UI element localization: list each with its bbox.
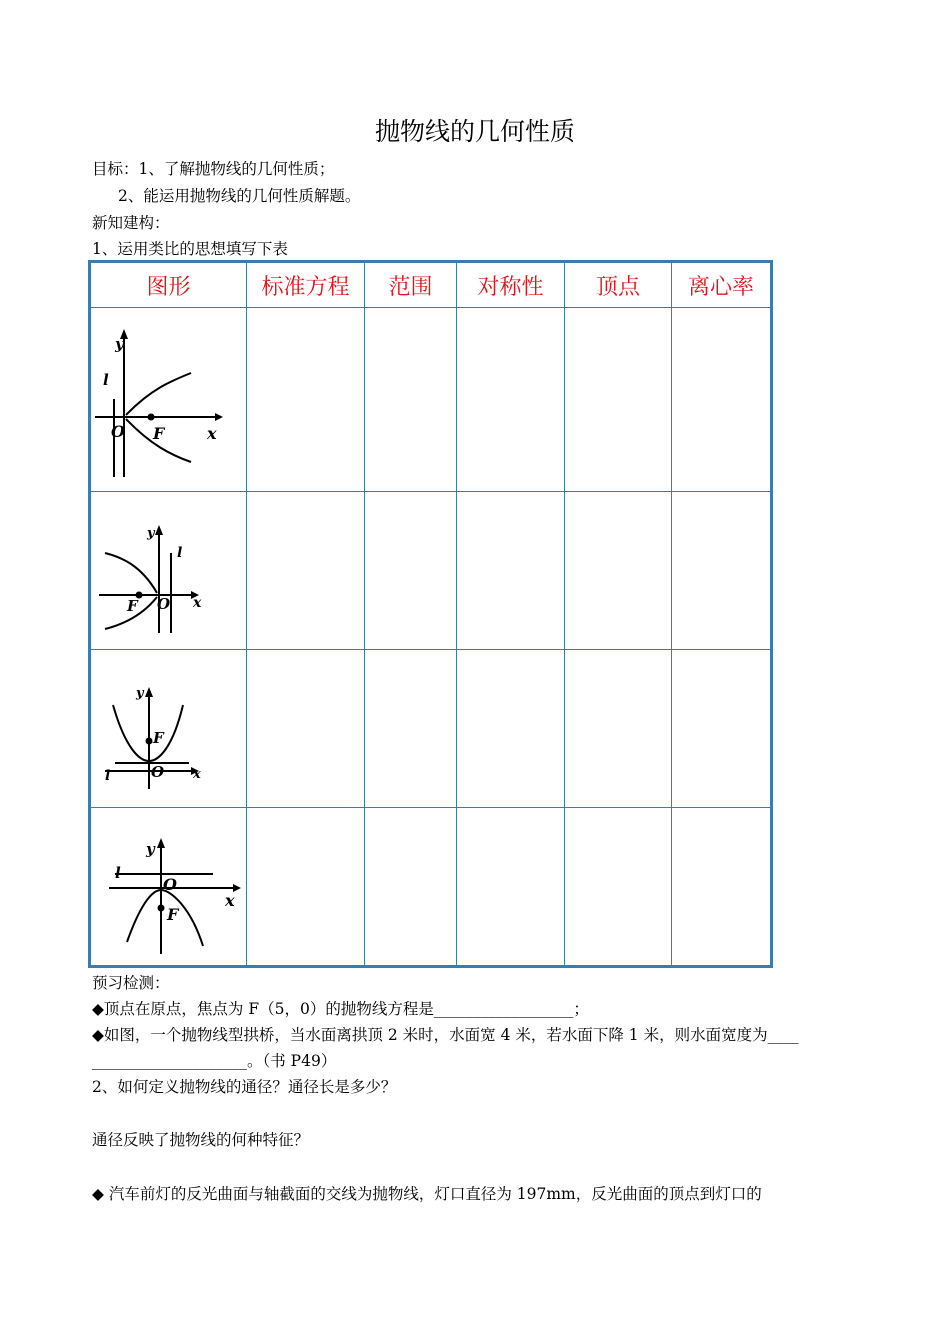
cell-vertex-4[interactable] [565, 808, 672, 967]
cell-symmetry-1[interactable] [457, 308, 565, 492]
directrix-label: l [105, 767, 111, 784]
section-new-knowledge: 新知建构： [92, 214, 170, 232]
preview-question-2-cont: ____________________。（书 P49） [92, 1052, 337, 1070]
table-header-row [90, 262, 772, 308]
axis-y-label: y [147, 525, 155, 541]
cell-vertex-3[interactable] [565, 650, 672, 808]
cell-eccentricity-4[interactable] [672, 808, 772, 967]
focus-label: F [153, 728, 164, 747]
origin-label: O [163, 875, 177, 894]
preview-question-1: ◆顶点在原点，焦点为 F（5，0）的抛物线方程是__________________； [92, 1000, 589, 1018]
header-eccentricity: 离心率 [672, 262, 772, 308]
table-row [90, 492, 772, 650]
axis-y-label: y [146, 840, 155, 858]
axis-y-label: y [136, 685, 144, 701]
focus-label: F [167, 905, 179, 924]
figure-parabola-left [90, 492, 247, 650]
preview-question-2: ◆如图，一个抛物线型拱桥，当水面离拱顶 2 米时，水面宽 4 米，若水面下降 1 米，则水面宽度为____ [92, 1026, 799, 1044]
cell-symmetry-3[interactable] [457, 650, 565, 808]
header-figure: 图形 [90, 262, 247, 308]
table-row [90, 808, 772, 967]
cell-equation-1[interactable] [247, 308, 365, 492]
figure-parabola-right [90, 308, 247, 492]
preview-heading: 预习检测： [92, 974, 170, 992]
axis-x-label: x [207, 423, 217, 443]
cell-equation-4[interactable] [247, 808, 365, 967]
task-2-followup: 通径反映了抛物线的何种特征？ [92, 1131, 310, 1149]
goal-line-2: 2、能运用抛物线的几何性质解题。 [118, 187, 361, 205]
task-2: 2、如何定义抛物线的通径？通径长是多少？ [92, 1078, 397, 1096]
origin-label: O [111, 421, 125, 441]
header-range: 范围 [365, 262, 457, 308]
cell-symmetry-2[interactable] [457, 492, 565, 650]
cell-eccentricity-2[interactable] [672, 492, 772, 650]
figure-parabola-down [90, 808, 247, 967]
comparison-table [88, 260, 773, 968]
cell-eccentricity-1[interactable] [672, 308, 772, 492]
task-1: 1、运用类比的思想填写下表 [92, 240, 288, 258]
directrix-label: l [103, 370, 109, 389]
cell-equation-3[interactable] [247, 650, 365, 808]
page-title: 抛物线的几何性质 [374, 117, 575, 146]
cell-range-4[interactable] [365, 808, 457, 967]
focus-label: F [153, 423, 165, 443]
cell-eccentricity-3[interactable] [672, 650, 772, 808]
cell-equation-2[interactable] [247, 492, 365, 650]
focus-label: F [127, 596, 138, 615]
directrix-label: l [115, 864, 121, 882]
question-3: ◆ 汽车前灯的反光曲面与轴截面的交线为抛物线，灯口直径为 197mm，反光曲面的顶点到灯口的 [92, 1185, 762, 1203]
directrix-label: l [177, 544, 183, 561]
axis-x-label: x [225, 891, 235, 910]
origin-label: O [157, 594, 171, 613]
axis-y-label: y [115, 334, 124, 353]
origin-label: O [151, 762, 165, 781]
table-row [90, 650, 772, 808]
cell-vertex-2[interactable] [565, 492, 672, 650]
cell-range-2[interactable] [365, 492, 457, 650]
cell-symmetry-4[interactable] [457, 808, 565, 967]
goal-line-1: 目标：1、了解抛物线的几何性质； [92, 160, 335, 178]
figure-parabola-up [90, 650, 247, 808]
table-row [90, 308, 772, 492]
cell-range-1[interactable] [365, 308, 457, 492]
axis-x-label: x [193, 594, 202, 611]
header-symmetry: 对称性 [457, 262, 565, 308]
cell-vertex-1[interactable] [565, 308, 672, 492]
header-standard-equation: 标准方程 [247, 262, 365, 308]
header-vertex: 顶点 [565, 262, 672, 308]
cell-range-3[interactable] [365, 650, 457, 808]
axis-x-label: x [193, 766, 201, 782]
